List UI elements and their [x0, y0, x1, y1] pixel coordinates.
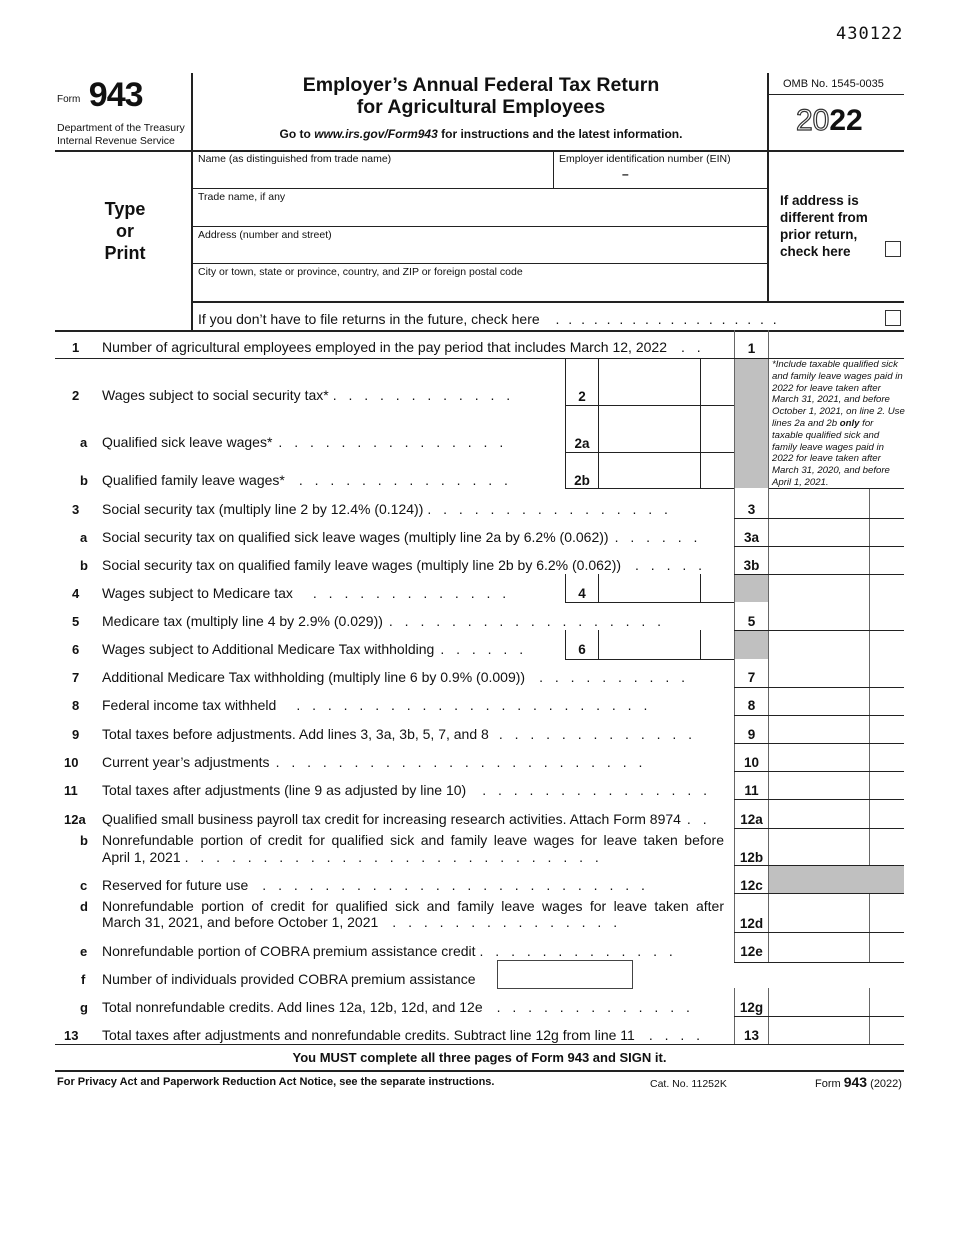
name-field-label: Name (as distinguished from trade name) [198, 153, 392, 165]
line4-label: Wages subject to Medicare tax . . . . . . . . . . . . . [102, 585, 507, 601]
city-label: City or town, state or province, country, and ZIP or foreign postal code [198, 266, 523, 278]
line3-box-number: 3 [747, 502, 756, 517]
line12b-label-line1: Nonrefundable portion of credit for qualified sick and family leave wages for leave taken before [102, 832, 724, 848]
line2-input[interactable] [599, 360, 700, 405]
line12g-input[interactable] [769, 989, 869, 1016]
line12c-box-number: 12c [740, 878, 763, 893]
line11-box-number: 11 [744, 783, 759, 798]
line3a-input[interactable] [769, 519, 869, 546]
title-line-2: for Agricultural Employees [356, 96, 606, 118]
line3-input[interactable] [769, 489, 869, 518]
line2a-letter: a [80, 435, 88, 450]
line2b-box-number: 2b [574, 473, 590, 488]
line9-number: 9 [72, 727, 80, 742]
line4-input[interactable] [599, 575, 700, 602]
department-line-2: Internal Revenue Service [57, 135, 175, 147]
line13-input[interactable] [769, 1017, 869, 1044]
line12d-letter: d [80, 899, 88, 914]
line12d-input[interactable] [769, 894, 869, 932]
line7-box-number: 7 [747, 670, 756, 685]
line9-label: Total taxes before adjustments. Add lines 3, 3a, 3b, 5, 7, and 8 . . . . . . . . . . . . . [102, 726, 693, 742]
line3a-letter: a [80, 530, 88, 545]
line12g-letter: g [80, 1000, 88, 1015]
line2-box-number: 2 [578, 389, 586, 404]
trade-name-label: Trade name, if any [198, 191, 286, 203]
line2b-box-rule [565, 488, 734, 489]
form-prefix: Form [57, 94, 81, 105]
line2-shaded-area [735, 359, 768, 488]
omb-number: OMB No. 1545-0035 [783, 78, 884, 90]
line7-input[interactable] [769, 631, 869, 687]
form-number: 943 [88, 76, 143, 114]
line5-input[interactable] [769, 575, 869, 630]
line9-box-number: 9 [747, 727, 756, 742]
line4-box-number: 4 [578, 586, 586, 601]
header-divider-left [191, 73, 193, 150]
name-input[interactable] [192, 166, 552, 186]
irs-url-link[interactable]: www.irs.gov/Form943 [314, 127, 438, 141]
line12e-input[interactable] [769, 933, 869, 962]
line6-shaded-area [735, 631, 768, 659]
line4-box-cents-sep [700, 574, 701, 602]
department-line-1: Department of the Treasury [57, 122, 185, 134]
line1-input[interactable] [769, 331, 904, 358]
line12d-box-number: 12d [739, 916, 764, 931]
address-change-divider [767, 150, 769, 301]
line12f-letter: f [81, 972, 86, 987]
tax-year [796, 104, 863, 138]
line2b-letter: b [80, 473, 88, 488]
ein-separator: – [622, 167, 629, 181]
city-input[interactable] [192, 279, 767, 299]
line3-number: 3 [72, 502, 80, 517]
line3b-letter: b [80, 558, 88, 573]
line1-number: 1 [72, 340, 80, 355]
catalog-number: Cat. No. 11252K [650, 1078, 727, 1090]
form-label [57, 76, 143, 115]
form-code: 430122 [836, 24, 904, 44]
line12b-label-line2: April 1, 2021 . . . . . . . . . . . . . . . . . . . . . . . . . . . [102, 849, 599, 865]
line3b-label: Social security tax on qualified family leave wages (multiply line 2b by 6.2% (0.062)) . . . . . [102, 557, 703, 573]
address-change-checkbox[interactable] [885, 241, 901, 257]
line12d-label-line1: Nonrefundable portion of credit for qualified sick and family leave wages for leave taken after [102, 898, 724, 914]
line3b-input[interactable] [769, 547, 869, 574]
trade-row-rule [192, 226, 768, 227]
year-outline: 20 [796, 104, 830, 137]
address-label: Address (number and street) [198, 229, 332, 241]
footer-rule [55, 1070, 904, 1072]
inner-box-cents-sep [700, 359, 701, 488]
header-divider-right [767, 73, 769, 150]
header-bottom-rule [55, 150, 904, 152]
no-future-returns-checkbox[interactable] [885, 310, 901, 326]
line6-input[interactable] [599, 631, 700, 659]
line5-box-number: 5 [747, 614, 756, 629]
must-complete-notice: You MUST complete all three pages of Form 943 and SIGN it. [292, 1050, 667, 1065]
line11-number: 11 [64, 783, 78, 798]
line12e-letter: e [80, 944, 88, 959]
line13-label: Total taxes after adjustments and nonrefundable credits. Subtract line 12g from line 11 . . . . [102, 1027, 701, 1043]
line6-box-number: 6 [578, 642, 586, 657]
line13-number: 13 [64, 1028, 79, 1043]
line12b-letter: b [80, 833, 88, 848]
line12b-box-number: 12b [739, 850, 764, 865]
line2a-input[interactable] [599, 406, 700, 452]
line5-number: 5 [72, 614, 80, 629]
instructions-link-line: Go to www.irs.gov/Form943 for instructions and the latest information. [279, 127, 683, 141]
line8-box-number: 8 [747, 698, 756, 713]
footer-form-id: Form 943 (2022) [815, 1074, 902, 1090]
line3a-label: Social security tax on qualified sick leave wages (multiply line 2a by 6.2% (0.062)) . . . . . . [102, 529, 698, 545]
name-row-rule [192, 188, 768, 189]
qualified-wages-note: *Include taxable qualified sick and family leave wages paid in 2022 for leave taken after March 31, 2021, and before October 1, 2021, on line 2. Use lines 2a and 2b only for taxable qualified sick and family leave wages paid in 2022 for leave taken after March 31, 2020, and before April 1, 2021. [772, 359, 905, 488]
year-bold: 22 [829, 104, 863, 137]
line12a-input[interactable] [769, 800, 869, 828]
line12c-label: Reserved for future use . . . . . . . . . . . . . . . . . . . . . . . . . [102, 877, 645, 893]
line12g-label: Total nonrefundable credits. Add lines 12a, 12b, 12d, and 12e . . . . . . . . . . . . . [102, 999, 690, 1015]
privacy-notice: For Privacy Act and Paperwork Reduction Act Notice, see the separate instructions. [57, 1076, 495, 1088]
ein-field-label: Employer identification number (EIN) [559, 153, 731, 165]
line12a-label: Qualified small business payroll tax credit for increasing research activities. Attach Form 8974 . . [102, 811, 707, 827]
trade-name-input[interactable] [192, 204, 767, 224]
line10-box-number: 10 [743, 755, 760, 770]
line12e-rule [734, 962, 904, 963]
line6-box-rule [565, 659, 734, 660]
line12f-label: Number of individuals provided COBRA premium assistance [102, 971, 476, 987]
title-line-1: Employer’s Annual Federal Tax Return [302, 74, 660, 96]
line3-label: Social security tax (multiply line 2 by 12.4% (0.124)) . . . . . . . . . . . . . . . . [102, 501, 668, 517]
ein-input[interactable] [554, 166, 766, 186]
line7-number: 7 [72, 670, 80, 685]
line2-number: 2 [72, 388, 80, 403]
line12g-box-number: 12g [739, 1000, 764, 1015]
address-change-text: If address is different from prior return, check here [780, 193, 868, 259]
line3a-box-number: 3a [743, 530, 760, 545]
line2-label: Wages subject to social security tax* . . . . . . . . . . . . [102, 387, 511, 403]
line13-bottom-rule [55, 1044, 904, 1045]
line5-label: Medicare tax (multiply line 4 by 2.9% (0.029)) . . . . . . . . . . . . . . . . . . [102, 613, 662, 629]
line1-box-number: 1 [747, 341, 756, 356]
line2b-input[interactable] [599, 453, 700, 488]
line12b-input[interactable] [769, 829, 869, 865]
inner-box-left [565, 359, 566, 488]
no-future-returns-text: If you don’t have to file returns in the future, check here . . . . . . . . . . . . . . . . . . [198, 311, 777, 327]
line13-box-number: 13 [743, 1028, 760, 1043]
line8-label: Federal income tax withheld . . . . . . . . . . . . . . . . . . . . . . . [102, 697, 648, 713]
city-row-rule [192, 301, 904, 303]
line12e-box-number: 12e [740, 944, 763, 959]
line6-label: Wages subject to Additional Medicare Tax withholding . . . . . . [102, 641, 524, 657]
line8-input[interactable] [769, 688, 869, 715]
line4-number: 4 [72, 586, 80, 601]
type-or-print: Type or Print [104, 199, 146, 263]
line7-label: Additional Medicare Tax withholding (multiply line 6 by 0.9% (0.009)) . . . . . . . . . . [102, 669, 685, 685]
line12d-label-line2: March 31, 2021, and before October 1, 2021 . . . . . . . . . . . . . . . [102, 914, 618, 930]
line4-box-rule [565, 602, 734, 603]
line6-box-cents-sep [700, 630, 701, 659]
line12c-shaded-area [769, 866, 904, 893]
line11-input[interactable] [769, 772, 869, 799]
line1-label: Number of agricultural employees employed in the pay period that includes March 12, 2022 . . [102, 339, 701, 355]
address-row-rule [192, 263, 768, 264]
line10-input[interactable] [769, 744, 869, 771]
line9-input[interactable] [769, 716, 869, 743]
line10-label: Current year’s adjustments . . . . . . . . . . . . . . . . . . . . . . . . [102, 754, 643, 770]
address-input[interactable] [192, 242, 767, 262]
line8-number: 8 [72, 698, 80, 713]
line2a-box-number: 2a [574, 436, 590, 451]
line6-number: 6 [72, 642, 80, 657]
omb-divider [768, 94, 904, 95]
line12a-box-number: 12a [740, 812, 763, 827]
line12c-letter: c [80, 878, 88, 893]
line11-label: Total taxes after adjustments (line 9 as adjusted by line 10) . . . . . . . . . . . . . . . [102, 782, 708, 798]
line10-number: 10 [64, 755, 79, 770]
line2a-label: Qualified sick leave wages* . . . . . . . . . . . . . . . [102, 434, 504, 450]
line12a-number: 12a [64, 812, 86, 827]
line4-shaded-area [735, 574, 768, 602]
line2b-label: Qualified family leave wages* . . . . . . . . . . . . . . [102, 472, 508, 488]
cobra-individuals-input[interactable] [497, 960, 633, 989]
line3b-box-number: 3b [743, 558, 760, 573]
line12e-label: Nonrefundable portion of COBRA premium assistance credit . . . . . . . . . . . . . [102, 943, 673, 959]
form-title [194, 74, 768, 118]
